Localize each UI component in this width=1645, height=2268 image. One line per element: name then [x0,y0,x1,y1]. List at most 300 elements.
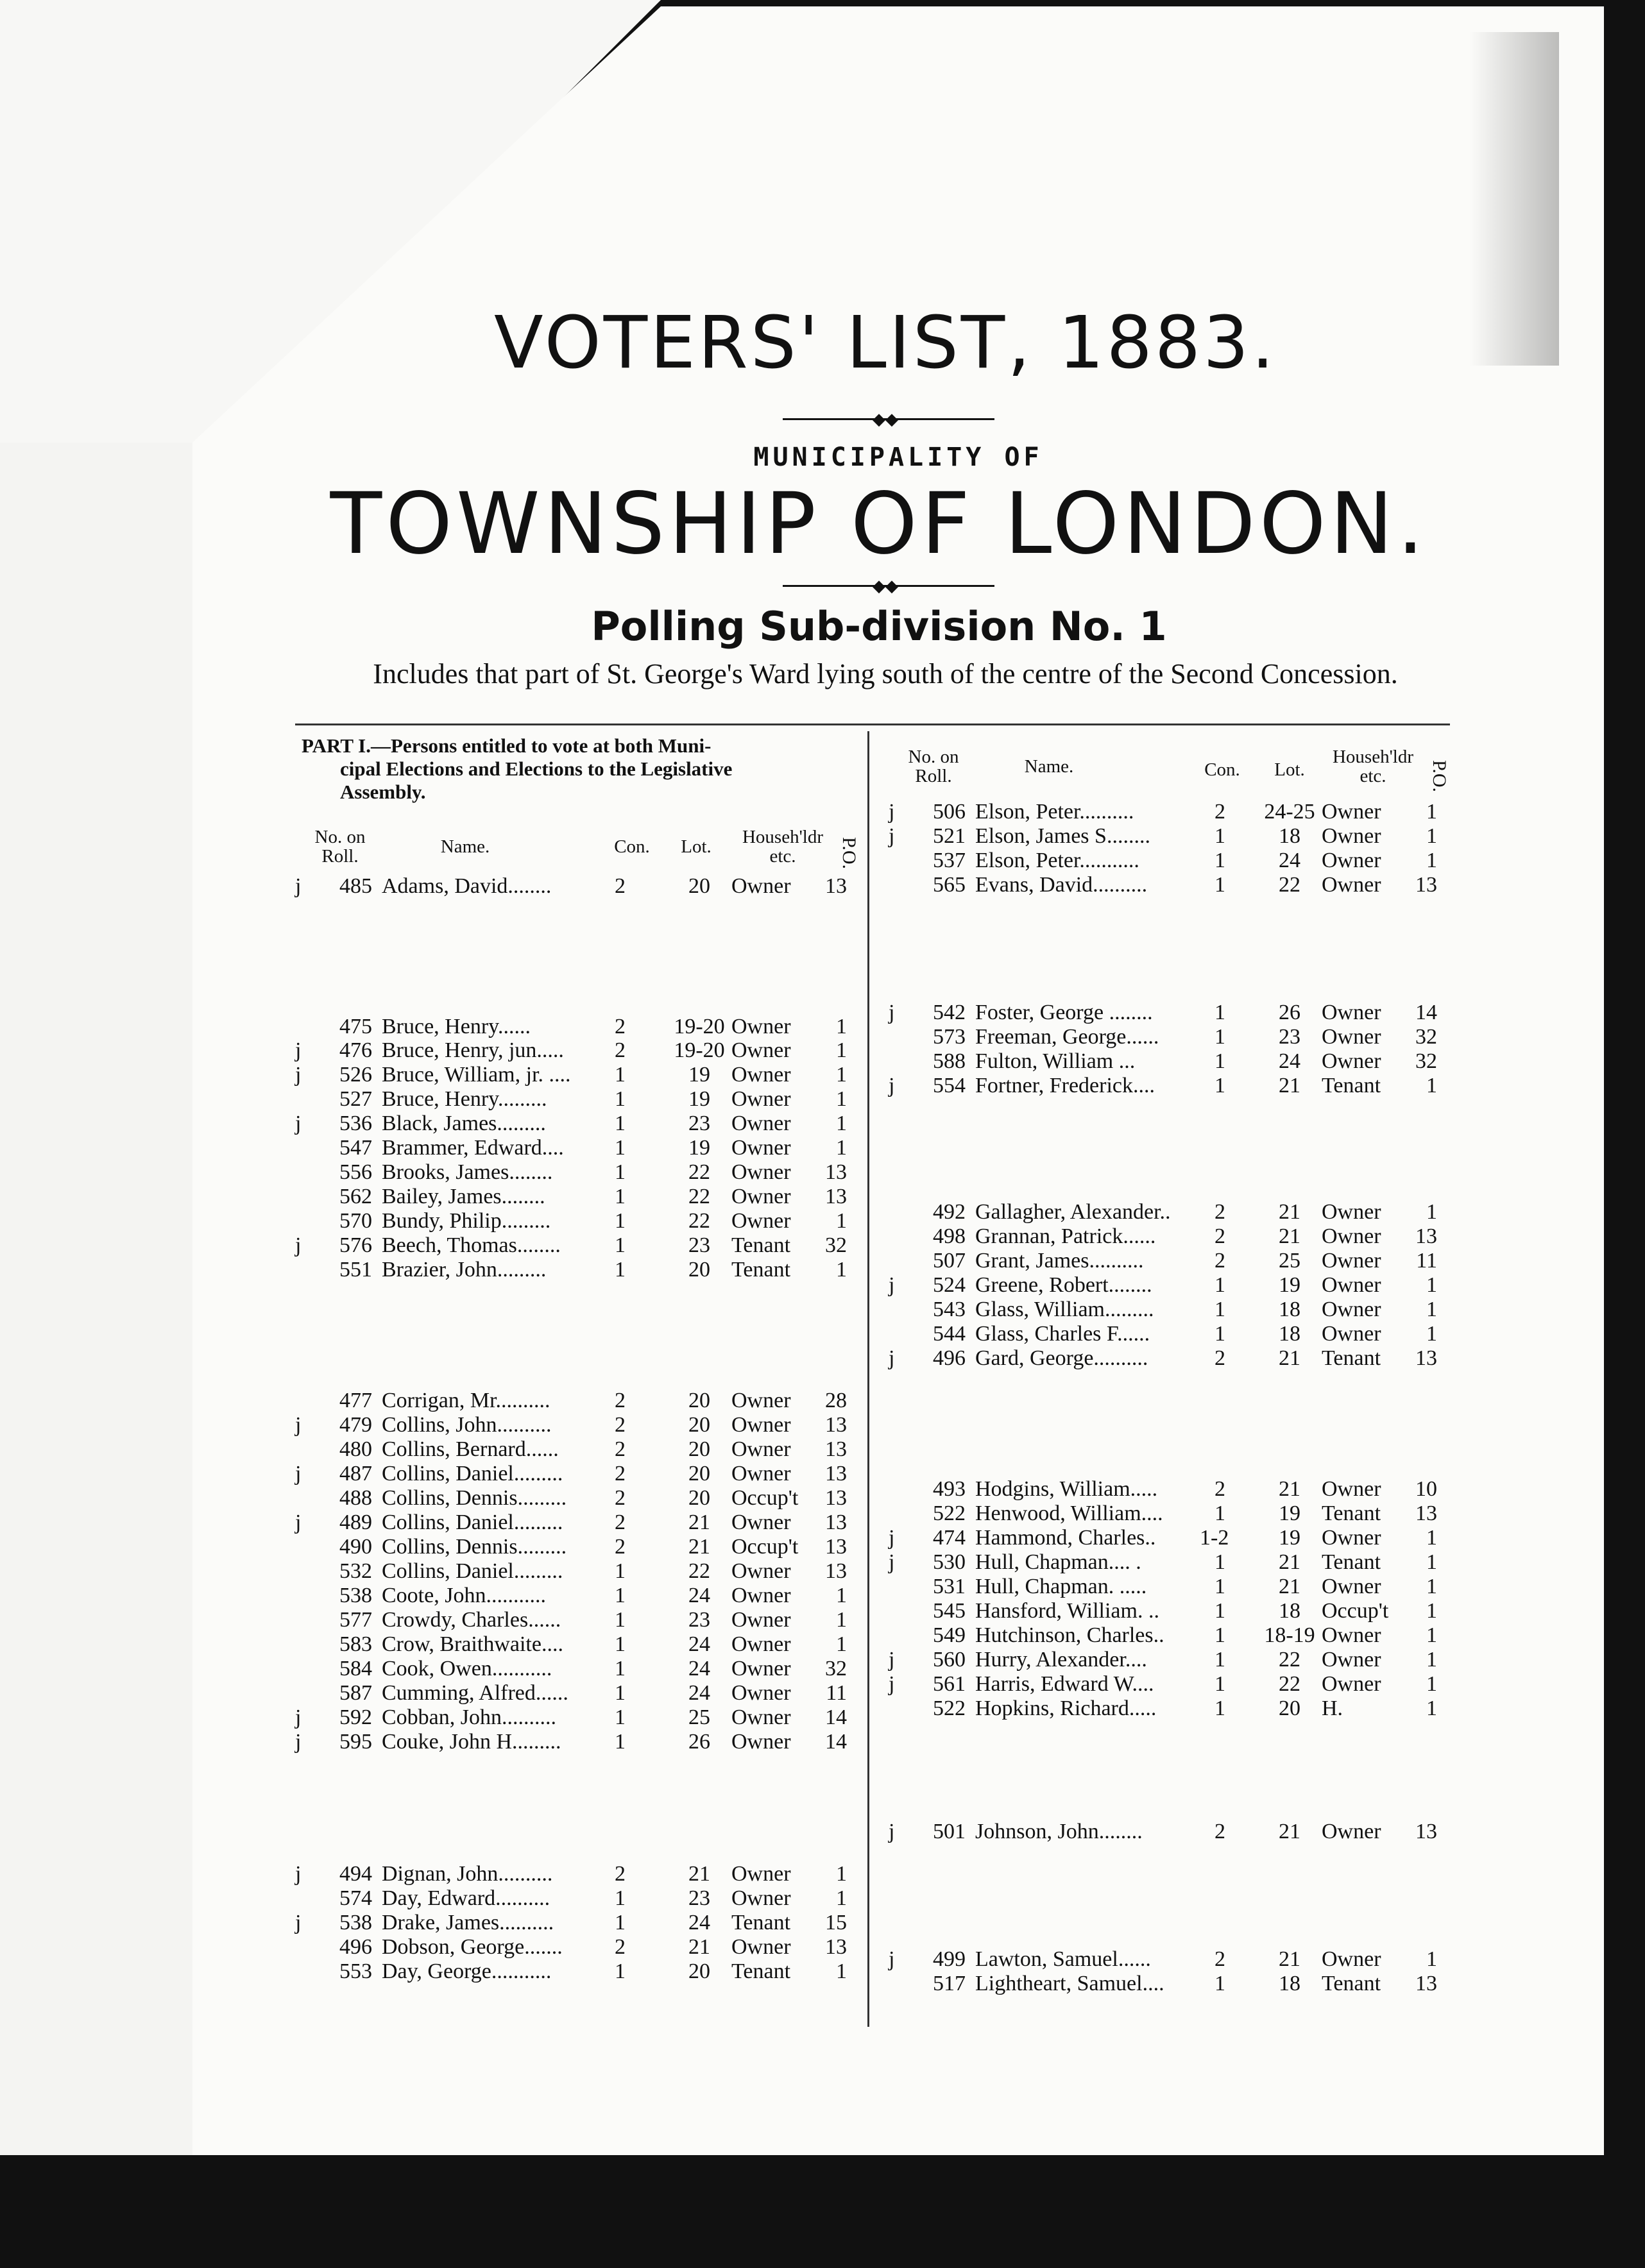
post-office: 1 [1426,1599,1437,1623]
concession: 1 [615,1705,626,1729]
lot-number: 23 [688,1886,710,1910]
voter-name: Adams, David........ [382,874,552,898]
voter-name: Lawton, Samuel...... [975,1947,1151,1971]
roll-number: 547 [339,1136,372,1160]
post-office: 1 [1426,1298,1437,1321]
post-office: 1 [1426,1550,1437,1574]
post-office: 1 [836,1136,847,1160]
jury-mark: j [295,1462,302,1485]
holder-type: Owner [1322,1200,1381,1224]
concession: 1 [1215,1672,1225,1696]
concession: 1 [1215,873,1225,897]
roll-number: 524 [933,1273,966,1297]
concession: 2 [1215,1224,1225,1248]
jury-mark: j [295,1911,302,1934]
roll-number: 499 [933,1947,966,1971]
post-office: 1 [836,1063,847,1087]
concession: 1 [615,1959,626,1983]
lot-number: 21 [688,1535,710,1559]
jury-mark: j [889,1672,895,1696]
voter-name: Lightheart, Samuel.... [975,1972,1164,1995]
lot-number: 21 [1279,1477,1300,1501]
roll-number: 474 [933,1526,966,1550]
voter-entry [889,1074,1444,1098]
roll-number: 577 [339,1608,372,1632]
concession: 1 [615,1160,626,1184]
holder-type: Tenant [1322,1074,1381,1097]
jury-mark: j [295,1730,302,1754]
holder-type: Owner [731,1160,791,1184]
voter-entry [889,1672,1444,1697]
holder-type: Owner [731,1136,791,1160]
lot-number: 20 [688,1959,710,1983]
roll-number: 574 [339,1886,372,1910]
roll-number: 561 [933,1672,966,1696]
voter-entry [889,1200,1444,1224]
post-office: 11 [1416,1249,1437,1273]
voter-entry [889,1697,1444,1721]
holder-type: Tenant [731,1258,791,1282]
voter-entry [295,1730,853,1754]
voter-entry [295,1389,853,1413]
concession: 1 [615,1063,626,1087]
roll-number: 565 [933,873,966,897]
voter-entry [889,1249,1444,1273]
concession: 2 [1215,1249,1225,1273]
concession: 2 [1215,1200,1225,1224]
voter-name: Dobson, George....... [382,1935,563,1959]
lot-number: 20 [688,1258,710,1282]
lot-number: 24 [1279,1049,1300,1073]
lot-number: 24 [688,1584,710,1607]
concession: 2 [615,1462,626,1485]
post-office: 1 [1426,1672,1437,1696]
post-office: 1 [1426,1575,1437,1598]
header-name: Name. [440,836,490,857]
concession: 2 [615,1535,626,1559]
holder-type: Owner [731,1608,791,1632]
holder-type: Owner [1322,1224,1381,1248]
concession: 1 [1215,1502,1225,1525]
roll-number: 536 [339,1112,372,1135]
concession: 1 [615,1632,626,1656]
post-office: 1 [1426,1697,1437,1720]
jury-mark: j [889,1820,895,1843]
holder-type: Owner [731,1413,791,1437]
adjacent-page [0,436,200,2155]
post-office: 13 [1415,1224,1437,1248]
post-office: 14 [825,1705,847,1729]
holder-type: Occup't [731,1535,799,1559]
holder-type: Tenant [1322,1550,1381,1574]
voter-entry [889,1648,1444,1672]
roll-number: 498 [933,1224,966,1248]
ornament-divider: ◆◆ [783,418,994,424]
roll-number: 592 [339,1705,372,1729]
holder-type: Owner [1322,1477,1381,1501]
holder-type: Tenant [1322,1502,1381,1525]
voter-entry [889,1623,1444,1648]
holder-type: Owner [731,1935,791,1959]
voter-entry [295,1038,853,1063]
voter-name: Corrigan, Mr.......... [382,1389,550,1412]
lot-number: 18 [1279,824,1300,848]
concession: 1 [1215,1001,1225,1024]
concession: 1 [1215,1697,1225,1720]
jury-mark: j [295,1233,302,1257]
lot-number: 19 [688,1063,710,1087]
voter-name: Cumming, Alfred...... [382,1681,568,1705]
voter-entry [889,873,1444,897]
voter-entry [295,1160,853,1185]
concession: 1 [1215,1074,1225,1097]
roll-number: 538 [339,1911,372,1934]
lot-number: 21 [1279,1550,1300,1574]
header-household: Househ'ldr etc. [742,827,824,867]
lot-number: 25 [1279,1249,1300,1273]
concession: 1 [615,1681,626,1705]
post-office: 1 [1426,800,1437,824]
voter-entry [295,1608,853,1632]
voter-name: Foster, George ........ [975,1001,1153,1024]
lot-number: 23 [688,1608,710,1632]
voter-name: Hammond, Charles.. [975,1526,1156,1550]
roll-number: 595 [339,1730,372,1754]
roll-number: 522 [933,1502,966,1525]
voter-name: Evans, David.......... [975,873,1148,897]
roll-number: 549 [933,1623,966,1647]
voter-entry [889,1972,1444,1996]
voter-name: Drake, James.......... [382,1911,554,1934]
roll-number: 493 [933,1477,966,1501]
post-office: 28 [825,1389,847,1412]
voter-name: Hurry, Alexander.... [975,1648,1147,1671]
post-office: 13 [825,874,847,898]
holder-type: Owner [1322,1001,1381,1024]
voter-entry [889,1346,1444,1371]
roll-number: 538 [339,1584,372,1607]
voter-name: Day, Edward.......... [382,1886,550,1910]
roll-number: 480 [339,1437,372,1461]
jury-mark: j [889,800,895,824]
part-heading [302,734,866,804]
voter-entry [295,1511,853,1535]
holder-type: Owner [731,1389,791,1412]
holder-type: Owner [1322,1820,1381,1843]
voter-entry [295,1632,853,1657]
header-no-on-roll: No. on Roll. [314,827,366,867]
voter-name: Day, George........... [382,1959,552,1983]
holder-type: Tenant [731,1233,791,1257]
voter-name: Hull, Chapman.... . [975,1550,1141,1574]
holder-type: Owner [731,1632,791,1656]
voter-entry [889,1820,1444,1844]
roll-number: 501 [933,1820,966,1843]
voter-entry [295,1063,853,1087]
part-heading-line: Assembly. [340,781,426,803]
lot-number: 20 [688,1486,710,1510]
holder-type: Owner [731,1185,791,1208]
post-office: 1 [1426,1623,1437,1647]
concession: 1 [615,1087,626,1111]
voter-name: Henwood, William.... [975,1502,1163,1525]
holder-type: Tenant [731,1911,791,1934]
voter-entry [295,1258,853,1282]
jury-mark: j [889,824,895,848]
concession: 1 [1215,1025,1225,1049]
post-office: 13 [1415,1972,1437,1995]
roll-number: 543 [933,1298,966,1321]
header-po: P.O. [839,836,860,870]
roll-number: 588 [933,1049,966,1073]
roll-number: 488 [339,1486,372,1510]
roll-number: 562 [339,1185,372,1208]
post-office: 13 [1415,873,1437,897]
roll-number: 527 [339,1087,372,1111]
post-office: 13 [825,1511,847,1534]
holder-type: Tenant [1322,1346,1381,1370]
lot-number: 24 [688,1657,710,1680]
post-office: 15 [825,1911,847,1934]
voter-name: Brooks, James........ [382,1160,553,1184]
lot-number: 18 [1279,1972,1300,1995]
roll-number: 544 [933,1322,966,1346]
voter-entry [889,1599,1444,1623]
post-office: 1 [836,1015,847,1038]
voter-entry [295,1657,853,1681]
lot-number: 20 [1279,1697,1300,1720]
ornament-divider: ◆◆ [783,585,994,591]
holder-type: Owner [731,1063,791,1087]
lot-number: 26 [688,1730,710,1754]
post-office: 1 [836,1959,847,1983]
post-office: 13 [825,1413,847,1437]
post-office: 13 [825,1160,847,1184]
lot-number: 19-20 [674,1038,725,1062]
voter-name: Hopkins, Richard..... [975,1697,1157,1720]
voter-name: Cobban, John.......... [382,1705,556,1729]
post-office: 32 [1415,1025,1437,1049]
post-office: 1 [836,1632,847,1656]
lot-number: 21 [1279,1346,1300,1370]
roll-number: 507 [933,1249,966,1273]
concession: 1 [615,1886,626,1910]
header-no-on-roll: No. on Roll. [908,747,959,786]
roll-number: 489 [339,1511,372,1534]
voter-entry [889,1947,1444,1972]
roll-number: 517 [933,1972,966,1995]
roll-number: 506 [933,800,966,824]
concession: 1 [1215,1049,1225,1073]
voter-name: Hodgins, William..... [975,1477,1158,1501]
roll-number: 526 [339,1063,372,1087]
concession: 1 [615,1136,626,1160]
header-lot: Lot. [681,836,712,857]
roll-number: 553 [339,1959,372,1983]
voter-entry [295,1935,853,1959]
roll-number: 537 [933,849,966,872]
roll-number: 556 [339,1160,372,1184]
holder-type: Owner [731,1437,791,1461]
post-office: 13 [825,1437,847,1461]
roll-number: 573 [933,1025,966,1049]
holder-type: Owner [1322,800,1381,824]
post-office: 11 [826,1681,847,1705]
lot-number: 20 [688,874,710,898]
voter-name: Hull, Chapman. ..... [975,1575,1147,1598]
post-office: 1 [836,1584,847,1607]
holder-type: Owner [731,1705,791,1729]
holder-type: Occup't [731,1486,799,1510]
concession: 1 [1215,1322,1225,1346]
holder-type: Owner [1322,1025,1381,1049]
voter-name: Black, James......... [382,1112,546,1135]
lot-number: 19 [688,1136,710,1160]
voter-name: Hutchinson, Charles.. [975,1623,1164,1647]
holder-type: Tenant [1322,1972,1381,1995]
voter-name: Elson, Peter.......... [975,800,1134,824]
lot-number: 21 [1279,1820,1300,1843]
lot-number: 18 [1279,1298,1300,1321]
lot-number: 19 [1279,1502,1300,1525]
voter-name: Beech, Thomas........ [382,1233,561,1257]
voter-name: Collins, Dennis......... [382,1486,567,1510]
lot-number: 21 [1279,1200,1300,1224]
post-office: 14 [825,1730,847,1754]
voter-name: Grannan, Patrick...... [975,1224,1156,1248]
area-description: Includes that part of St. George's Ward lying south of the centre of the Second Concession. [373,658,1398,690]
holder-type: Owner [1322,824,1381,848]
voter-entry [295,1705,853,1730]
concession: 1 [615,1559,626,1583]
jury-mark: j [295,1413,302,1437]
jury-mark: j [889,1947,895,1971]
lot-number: 24 [1279,849,1300,872]
post-office: 13 [825,1462,847,1485]
post-office: 1 [836,1209,847,1233]
voter-name: Bruce, Henry, jun..... [382,1038,564,1062]
municipality-label: MUNICIPALITY OF [753,443,1043,472]
lot-number: 24 [688,1632,710,1656]
post-office: 1 [836,1112,847,1135]
voter-entry [295,1681,853,1705]
lot-number: 23 [688,1233,710,1257]
holder-type: Owner [731,1886,791,1910]
post-office: 1 [836,1038,847,1062]
concession: 1 [1215,1575,1225,1598]
jury-mark: j [295,1705,302,1729]
holder-type: Owner [1322,873,1381,897]
voter-entry [295,1437,853,1462]
concession: 1 [615,1584,626,1607]
post-office: 1 [1426,1273,1437,1297]
voter-name: Fortner, Frederick.... [975,1074,1155,1097]
concession: 1 [615,1608,626,1632]
post-office: 32 [825,1657,847,1680]
holder-type: Owner [731,1015,791,1038]
lot-number: 21 [1279,1074,1300,1097]
voter-name: Collins, Bernard...... [382,1437,559,1461]
holder-type: Occup't [1322,1599,1389,1623]
lot-number: 21 [1279,1575,1300,1598]
concession: 1 [1215,1648,1225,1671]
voter-name: Collins, John.......... [382,1413,552,1437]
concession: 1 [1215,824,1225,848]
jury-mark: j [295,874,302,898]
lot-number: 20 [688,1437,710,1461]
holder-type: Owner [731,1681,791,1705]
holder-type: Owner [731,1862,791,1886]
header-po: P.O. [1429,759,1450,793]
lot-number: 20 [688,1389,710,1412]
lot-number: 19 [688,1087,710,1111]
jury-mark: j [295,1112,302,1135]
part-heading-line: cipal Elections and Elections to the Legislative [340,757,733,780]
voter-entry [295,1584,853,1608]
concession: 2 [615,1862,626,1886]
post-office: 1 [836,1886,847,1910]
roll-number: 531 [933,1575,966,1598]
post-office: 1 [1426,1947,1437,1971]
post-office: 1 [1426,1200,1437,1224]
voter-entry [889,1298,1444,1322]
concession: 2 [615,1437,626,1461]
concession: 2 [1215,800,1225,824]
voter-name: Bruce, Henry...... [382,1015,531,1038]
header-household: Househ'ldr etc. [1332,747,1414,786]
lot-number: 22 [1279,873,1300,897]
voter-name: Freeman, George...... [975,1025,1159,1049]
part-heading-line: PART I.—Persons entitled to vote at both Muni- [302,734,712,757]
voter-entry [295,1136,853,1160]
voter-entry [295,1911,853,1935]
post-office: 32 [1415,1049,1437,1073]
concession: 2 [615,1015,626,1038]
roll-number: 477 [339,1389,372,1412]
lot-number: 18 [1279,1599,1300,1623]
concession: 1 [1215,849,1225,872]
voter-entry [889,1224,1444,1249]
voter-name: Collins, Daniel......... [382,1559,563,1583]
concession: 2 [1215,1346,1225,1370]
concession: 1 [615,1258,626,1282]
header-lot: Lot. [1274,759,1305,780]
lot-number: 22 [1279,1648,1300,1671]
voter-name: Crow, Braithwaite.... [382,1632,563,1656]
voter-entry [295,1535,853,1559]
post-office: 13 [825,1185,847,1208]
voter-name: Collins, Daniel......... [382,1462,563,1485]
jury-mark: j [889,1550,895,1574]
voter-entry [295,1862,853,1886]
post-office: 32 [825,1233,847,1257]
roll-number: 490 [339,1535,372,1559]
holder-type: Owner [731,1038,791,1062]
concession: 1 [615,1112,626,1135]
holder-type: Owner [731,1559,791,1583]
voter-entry [295,874,853,899]
concession: 1 [1215,1599,1225,1623]
voter-entry [889,1526,1444,1550]
holder-type: Owner [1322,1273,1381,1297]
voter-entry [295,1087,853,1112]
voter-name: Glass, Charles F...... [975,1322,1150,1346]
lot-number: 19 [1279,1273,1300,1297]
post-office: 14 [1415,1001,1437,1024]
holder-type: Owner [1322,1947,1381,1971]
lot-number: 21 [1279,1947,1300,1971]
post-office: 13 [825,1486,847,1510]
